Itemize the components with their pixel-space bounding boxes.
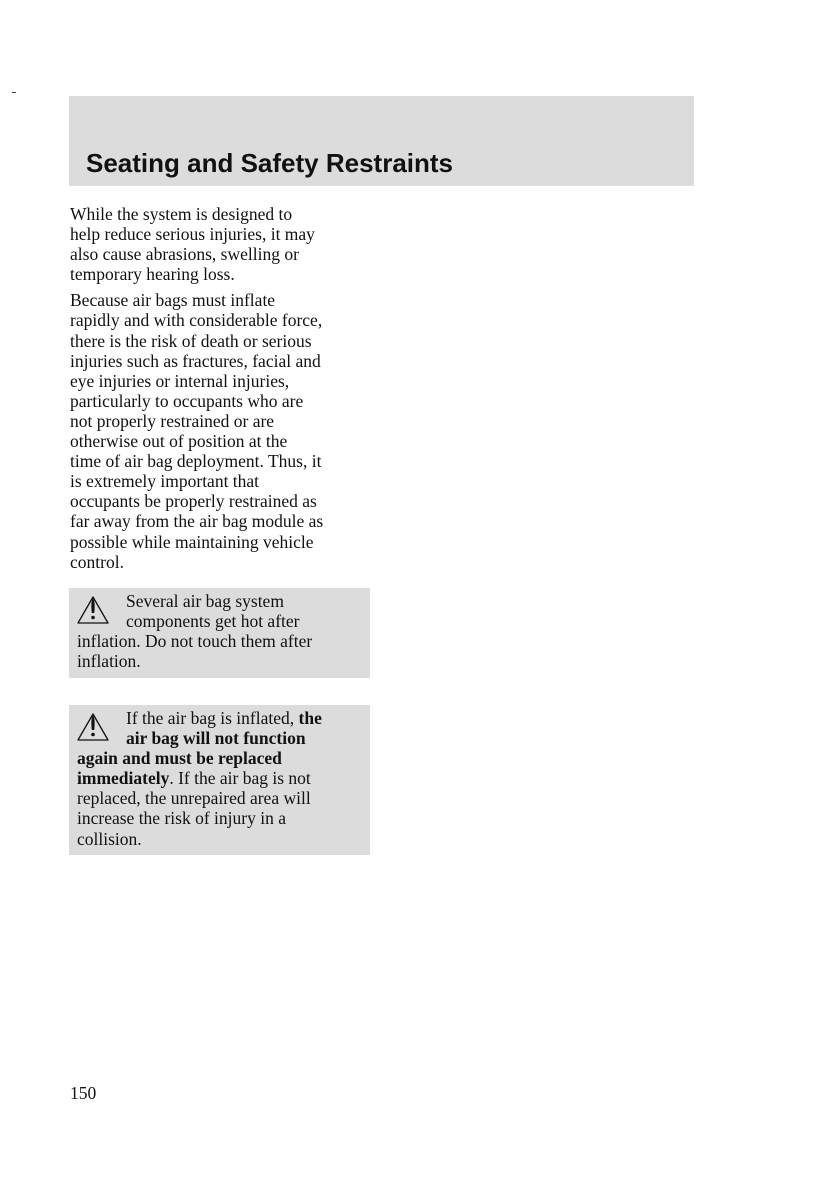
warning-text-bold: again and must be replaced [77, 748, 282, 769]
section-title: Seating and Safety Restraints [86, 148, 453, 178]
text-line: is extremely important that [70, 471, 260, 492]
warning-line [77, 748, 364, 768]
warning-box-hot-components [69, 588, 370, 678]
warning-line: components get hot after [126, 611, 300, 632]
warning-text [77, 591, 364, 671]
warning-text-bold: the [298, 708, 322, 728]
warning-text [77, 708, 364, 849]
text-line: While the system is designed to [70, 204, 293, 224]
warning-line [77, 768, 364, 788]
text-line: control. [70, 551, 124, 572]
warning-line: replaced, the unrepaired area will [77, 788, 311, 809]
text-line: rapidly and with considerable force, [70, 310, 323, 331]
warning-text-bold: immediately [77, 768, 170, 789]
paragraph-system-injuries [70, 204, 372, 284]
text-line: help reduce serious injuries, it may [70, 224, 315, 245]
text-line: occupants be properly restrained as [70, 491, 317, 512]
text-line: time of air bag deployment. Thus, it [70, 451, 322, 472]
warning-line: Several air bag system [126, 591, 284, 611]
text-line: not properly restrained or are [70, 410, 275, 431]
warning-line: inflation. Do not touch them after [77, 631, 313, 652]
text-line: possible while maintaining vehicle [70, 531, 314, 552]
warning-text-plain: If the air bag is inflated, [126, 708, 299, 728]
warning-triangle-icon [76, 595, 110, 625]
text-line: particularly to occupants who are [70, 390, 304, 411]
warning-text-plain: . If the air bag is not [169, 768, 311, 789]
warning-text-bold: air bag will not function [126, 728, 306, 749]
warning-triangle-icon [76, 712, 110, 742]
text-line: temporary hearing loss. [70, 264, 235, 285]
paragraph-airbag-force [70, 290, 372, 571]
warning-line [77, 708, 364, 728]
page-number: 150 [70, 1083, 97, 1103]
text-line: far away from the air bag module as [70, 511, 324, 532]
warning-line: collision. [77, 828, 142, 849]
warning-box-replace-airbag [69, 705, 370, 855]
section-header-band [69, 96, 694, 186]
corner-tick-mark [12, 92, 16, 93]
text-line: there is the risk of death or serious [70, 330, 312, 351]
text-line: also cause abrasions, swelling or [70, 244, 299, 265]
text-line: injuries such as fractures, facial and [70, 350, 321, 371]
warning-line: increase the risk of injury in a [77, 808, 286, 829]
text-line: eye injuries or internal injuries, [70, 370, 290, 391]
text-line: Because air bags must inflate [70, 290, 276, 311]
body-text-column [70, 204, 372, 578]
text-line: otherwise out of position at the [70, 431, 288, 452]
warning-line [77, 728, 364, 748]
warning-line: inflation. [77, 651, 141, 672]
